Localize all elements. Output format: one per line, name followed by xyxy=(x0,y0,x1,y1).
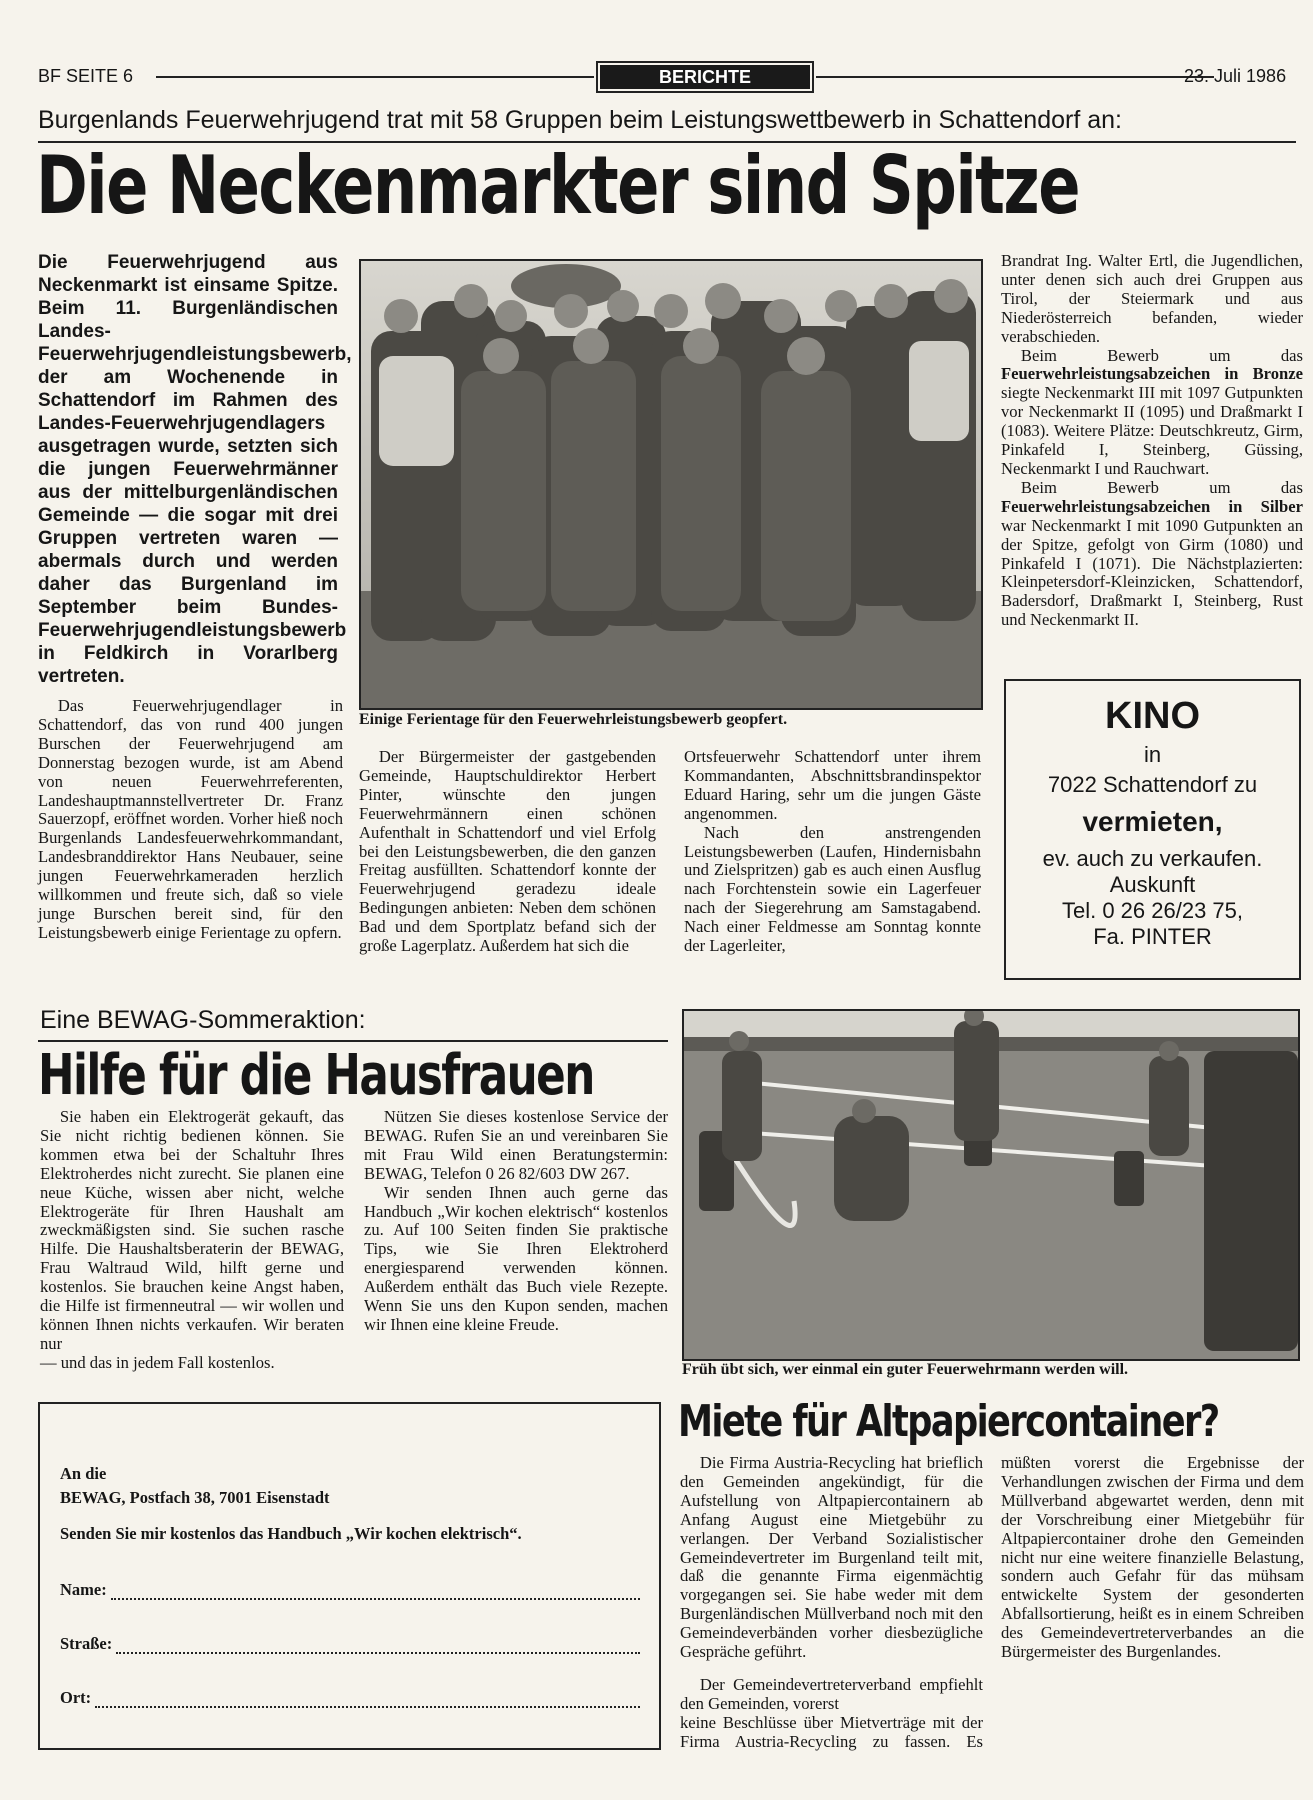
kino-ad-line2: 7022 Schattendorf zu xyxy=(1047,772,1258,797)
coupon-request: Senden Sie mir kostenlos das Handbuch „Wir kochen elektrisch“. xyxy=(60,1524,522,1543)
altpapier-col1-paragraph-2: Der Gemeindevertreterverband empfiehlt den Gemeinden, vorerst xyxy=(680,1674,983,1713)
kino-ad-line5: Auskunft xyxy=(1109,872,1196,897)
altpapier-col2-paragraph: keine Beschlüsse über Mietverträge mit der Firma Austria-Recycling zu fassen. Es müßten vorerst die Ergebnisse der Verhandlungen zwischen der Firma und dem Müllverband abgewartet werden, denn mit der Vorschreibung einer Mietgebühr für Altpapiercontainer drohe den Gemeinden nicht nur eine weitere finanzielle Belastung, sondern auch Gefahr für das mühsam entwickelte System der gesonderten Abfallsortierung, heißt es in einem Schreiben des Gemeindevertreterverbandes an die Bürgermeister des Burgenlandes. xyxy=(680,1453,1304,1751)
training-photo xyxy=(682,1009,1300,1361)
page-header xyxy=(38,64,1298,92)
coupon-street-label: Straße: xyxy=(60,1634,113,1653)
main-col3-paragraph-2: Nach den anstrengenden Leistungsbewerben (Laufen, Hindernisbahn und Zielspritzen) gab es auch einen Ausflug nach Forchtenstein sowie ein Lagerfeuer nach der Siegerehrung am Samstagabend. Nach einer Feldmesse am Sonntag konnte der Lagerleiter, xyxy=(684,822,981,956)
header-rule-right xyxy=(816,76,1214,78)
altpapier-headline: Miete für Altpapiercontainer? xyxy=(678,1396,1219,1447)
main-right-paragraph-3: Beim Bewerb um das Feuerwehrleistungsabzeichen in Silber war Neckenmarkt I mit 1090 Gutpunkten an der Spitze, gefolgt von Girm (1080) und Pinkafeld I (1071). Die Nächstplazierten: Kleinpetersdorf-Kleinzicken, Schattendorf, Badersdorf, Draßmarkt I, Steinberg, Rust und Neckenmarkt II. xyxy=(1001,477,1303,630)
coupon-city-row[interactable] xyxy=(60,1688,640,1708)
bewag-body xyxy=(40,1108,668,1386)
kino-ad-line4: ev. auch zu verkaufen. xyxy=(1042,846,1263,871)
group-photo-caption: Einige Ferientage für den Feuerwehrleistungsbewerb geopfert. xyxy=(359,711,788,728)
bewag-col1-paragraph: Sie haben ein Elektrogerät gekauft, das Sie nicht richtig bedienen können. Sie kommen etwa bei der Schaltuhr Ihres Elektroherdes nicht zurecht. Sie planen eine neue Küche, wissen aber nicht, welche Elektrogeräte für Ihren Haushalt am zweckmäßigsten sind. Sie suchen rasche Hilfe. Die Haushaltsberaterin der BEWAG, Frau Waltraud Wild, hilft gerne und kostenlos. Sie brauchen keine Angst haben, die Hilfe ist firmenneutral — wir wollen und können Ihnen nichts verkaufen. Wir beraten nur xyxy=(40,1107,344,1353)
main-right-paragraph-2: Beim Bewerb um das Feuerwehrleistungsabzeichen in Bronze siegte Neckenmarkt III mit 1097 Gutpunkten vor Neckenmarkt II (1095) und Draßmarkt I (1083). Weitere Plätze: Deutschkreutz, Girm, Pinkafeld I, Steinberg, Güssing, Neckenmarkt I und Rauchwart. xyxy=(1001,345,1303,478)
group-photo xyxy=(359,259,983,710)
coupon-street-field[interactable] xyxy=(116,1638,640,1654)
main-lead: Die Feuerwehrjugend aus Neckenmarkt ist einsame Spitze. Beim 11. Burgenländischen Landes-Feuerwehrjugendleistungsbewerb, der am Wochenende in Schattendorf im Rahmen des Landes-Feuerwehrjugendlagers ausgetragen wurde, setzten sich die jungen Feuerwehrmänner aus der mittelburgenländischen Gemeinde — die sogar mit drei Gruppen vertreten waren — abermals durch und werden daher das Burgenland im September beim Bundes-Feuerwehrjugendleistungsbewerb in Feldkirch in Vorarlberg vertreten. xyxy=(38,252,352,687)
kino-ad xyxy=(1004,679,1301,980)
main-col2-paragraph: Der Bürgermeister der gastgebenden Gemeinde, Hauptschuldirektor Herbert Pinter, wünschte den jungen Feuerwehrmännern einen schönen Aufenthalt in Schattendorf und viel Erfolg bei den Leistungsbewerben, die den ganzen Freitag ausfüllten. Schattendorf konnte der Feuerwehrjugend geradezu ideale Bedingungen anbieten: Neben dem schönen Bad und dem Sportplatz befand sich der große Lagerplatz. Außerdem hat sich die xyxy=(359,747,656,956)
order-coupon xyxy=(38,1402,661,1750)
kino-ad-line7: Fa. PINTER xyxy=(1093,924,1212,949)
training-photo-image xyxy=(684,1011,1298,1359)
group-photo-image xyxy=(361,261,981,708)
main-right-col xyxy=(1001,252,1303,630)
main-col2-body xyxy=(359,748,981,980)
section-label-box xyxy=(596,61,814,93)
header-rule-left xyxy=(156,76,594,78)
page-number: BF SEITE 6 xyxy=(38,66,134,86)
kino-ad-line1: in xyxy=(1143,742,1162,767)
coupon-city-field[interactable] xyxy=(95,1692,640,1708)
bewag-col2-paragraph-2: Nützen Sie dieses kostenlose Service der BEWAG. Rufen Sie an und vereinbaren Sie mit Frau Wild einen Beratungstermin: BEWAG, Telefon 0 26 82/603 DW 267. xyxy=(364,1107,668,1183)
kino-ad-line3: vermieten, xyxy=(1082,806,1223,837)
coupon-address: BEWAG, Postfach 38, 7001 Eisenstadt xyxy=(60,1488,330,1507)
training-photo-caption: Früh übt sich, wer einmal ein guter Feuerwehrmann werden will. xyxy=(682,1361,1129,1378)
issue-date: 23. Juli 1986 xyxy=(1184,66,1287,86)
main-col3-paragraph-1: Ortsfeuerwehr Schattendorf unter ihrem Kommandanten, Abschnittsbrandinspektor Eduard Haring, sehr um die jungen Gäste angenommen. xyxy=(684,747,981,823)
main-col1-body xyxy=(38,697,343,943)
kino-ad-title: KINO xyxy=(1105,695,1200,737)
coupon-name-field[interactable] xyxy=(111,1584,640,1600)
main-right-paragraph-1: Brandrat Ing. Walter Ertl, die Jugendlichen, unter denen sich auch drei Gruppen aus Tirol, der Steiermark und aus Niederösterreich befanden, wieder verabschieden. xyxy=(1001,251,1303,346)
section-label: BERICHTE xyxy=(600,65,810,89)
kino-ad-line6: Tel. 0 26 26/23 75, xyxy=(1061,898,1244,923)
coupon-city-label: Ort: xyxy=(60,1688,92,1707)
bewag-col2-paragraph-1: — und das in jedem Fall kostenlos. xyxy=(40,1352,275,1372)
main-headline: Die Neckenmarkter sind Spitze xyxy=(36,139,1079,232)
altpapier-body xyxy=(680,1454,1304,1754)
coupon-name-label: Name: xyxy=(60,1580,107,1599)
coupon-street-row[interactable] xyxy=(60,1634,640,1654)
coupon-name-row[interactable] xyxy=(60,1580,640,1600)
bewag-kicker: Eine BEWAG-Sommeraktion: xyxy=(40,1006,366,1034)
altpapier-col1-paragraph-1: Die Firma Austria-Recycling hat brieflich den Gemeinden angekündigt, für die Aufstellung von Altpapiercontainern ab Anfang August eine Mietgebühr zu verlangen. Der Verband Sozialistischer Gemeindevertreter im Burgenland teilt mit, daß die genannte Firma eigenmächtig vorgegangen sei. Sie habe weder mit dem Burgenländischen Müllverband noch mit den Gemeindeverbänden vorher diesbezügliche Gespräche geführt. xyxy=(680,1453,983,1662)
bewag-headline: Hilfe für die Hausfrauen xyxy=(38,1043,594,1108)
main-col1-paragraph: Das Feuerwehrjugendlager in Schattendorf, das von rund 400 jungen Burschen der Feuerwehrjugend am Donnerstag bezogen wurde, ist am Abend von neuen Feuerwehrreferenten, Landeshauptmannstellvertreter Dr. Franz Sauerzopf, eröffnet worden. Vorher hieß noch Burgenlands Landesfeuerwehrkommandant, Landesbranddirektor Hans Neubauer, seine jungen Feuerwehrkameraden herzlich willkommen und freute sich, daß so viele junge Burschen bereit sind, für den Leistungsbewerb einige Ferientage zu opfern. xyxy=(38,696,343,942)
main-kicker: Burgenlands Feuerwehrjugend trat mit 58 Gruppen beim Leistungswettbewerb in Schattendorf an: xyxy=(38,106,1122,134)
coupon-to: An die xyxy=(60,1464,107,1483)
bewag-col2-paragraph-3: Wir senden Ihnen auch gerne das Handbuch „Wir kochen elektrisch“ kostenlos zu. Auf 100 Seiten finden Sie praktische Tips, wie Sie Ihren Elektroherd energiesparend verwenden können. Außerdem enthält das Buch viele Rezepte. Wenn Sie uns den Kupon senden, machen wir Ihnen eine kleine Freude. xyxy=(364,1182,668,1334)
